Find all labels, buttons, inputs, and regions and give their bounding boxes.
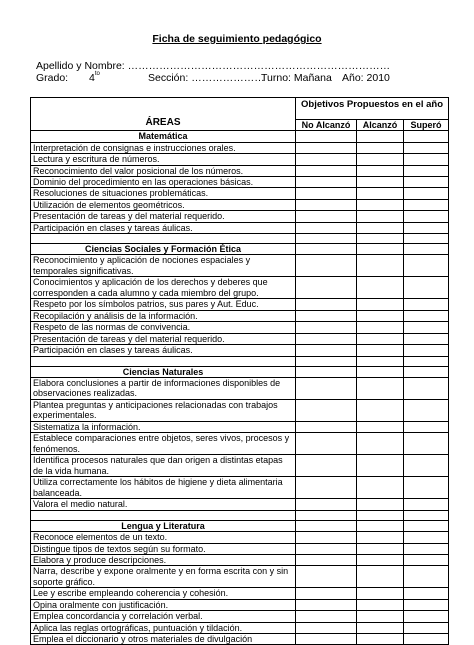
check-cell[interactable] <box>357 588 404 599</box>
objective-text: Distingue tipos de textos según su formato. <box>31 543 296 554</box>
check-cell[interactable] <box>296 499 357 510</box>
check-cell[interactable] <box>404 377 449 399</box>
check-cell[interactable] <box>404 299 449 310</box>
anio-field: Año: 2010 <box>342 72 390 84</box>
objective-text: Elabora y produce descripciones. <box>31 554 296 565</box>
table-row <box>31 599 449 610</box>
table-row <box>31 399 449 421</box>
table-row <box>31 377 449 399</box>
check-cell[interactable] <box>296 142 357 153</box>
objective-text: Participación en clases y tareas áulicas. <box>31 345 296 356</box>
check-cell[interactable] <box>357 566 404 588</box>
check-cell[interactable] <box>404 154 449 165</box>
check-cell[interactable] <box>404 142 449 153</box>
spacer-row <box>31 234 449 244</box>
objective-text: Emplea el diccionario y otros materiales de divulgación <box>31 633 296 644</box>
check-cell[interactable] <box>357 322 404 333</box>
check-cell[interactable] <box>296 322 357 333</box>
objectives-header: Objetivos Propuestos en el año <box>296 98 449 120</box>
objective-text: Utilización de elementos geométricos. <box>31 199 296 210</box>
objective-text: Conocimientos y aplicación de los derechos y deberes que corresponden a cada alumno y cada miembro del grupo. <box>31 277 296 299</box>
check-cell[interactable] <box>296 131 357 142</box>
table-row <box>31 299 449 310</box>
objective-text: Reconocimiento y aplicación de nociones espaciales y temporales significativas. <box>31 255 296 277</box>
check-cell[interactable] <box>296 333 357 344</box>
check-cell[interactable] <box>357 310 404 321</box>
check-cell[interactable] <box>357 520 404 531</box>
check-cell[interactable] <box>357 611 404 622</box>
objective-text: Aplica las reglas ortográficas, puntuación y tildación. <box>31 622 296 633</box>
check-cell[interactable] <box>404 165 449 176</box>
objective-text: Elabora conclusiones a partir de informaciones disponibles de observaciones realizadas. <box>31 377 296 399</box>
table-row <box>31 333 449 344</box>
table-row <box>31 554 449 565</box>
objective-text: Respeto por los símbolos patrios, sus pares y Aut. Educ. <box>31 299 296 310</box>
check-cell[interactable] <box>357 244 404 255</box>
check-cell[interactable] <box>296 299 357 310</box>
objective-text: Respeto de las normas de convivencia. <box>31 322 296 333</box>
check-cell[interactable] <box>404 199 449 210</box>
check-cell[interactable] <box>357 543 404 554</box>
objective-text: Identifica procesos naturales que dan origen a distintas etapas de la vida humana. <box>31 455 296 477</box>
check-cell[interactable] <box>296 199 357 210</box>
turno-field: Turno: Mañana <box>261 72 332 84</box>
objective-text: Resoluciones de situaciones problemáticas. <box>31 188 296 199</box>
column-header-no-alcanzo: No Alcanzó <box>296 120 357 131</box>
check-cell[interactable] <box>296 455 357 477</box>
check-cell[interactable] <box>404 322 449 333</box>
check-cell[interactable] <box>357 399 404 421</box>
check-cell[interactable] <box>357 633 404 644</box>
objective-text: Reconoce elementos de un texto. <box>31 532 296 543</box>
table-row <box>31 345 449 356</box>
objective-text: Interpretación de consignas e instrucciones orales. <box>31 142 296 153</box>
check-cell[interactable] <box>357 188 404 199</box>
table-row <box>31 277 449 299</box>
check-cell[interactable] <box>404 345 449 356</box>
table-row <box>31 255 449 277</box>
check-cell[interactable] <box>296 588 357 599</box>
check-cell[interactable] <box>357 277 404 299</box>
objective-text: Establece comparaciones entre objetos, seres vivos, procesos y fenómenos. <box>31 433 296 455</box>
grado-value: $4^{to}$ <box>89 71 100 84</box>
table-row <box>31 188 449 199</box>
table-row <box>31 588 449 599</box>
check-cell[interactable] <box>404 566 449 588</box>
table-row <box>31 310 449 321</box>
objective-text: Presentación de tareas y del material requerido. <box>31 211 296 222</box>
check-cell[interactable] <box>296 566 357 588</box>
section-title: Ciencias Naturales <box>31 366 296 377</box>
check-cell[interactable] <box>404 499 449 510</box>
check-cell[interactable] <box>357 222 404 233</box>
check-cell[interactable] <box>296 554 357 565</box>
student-name-line: Apellido y Nombre: ………………………………………………………………… <box>36 60 391 72</box>
grado-label: Grado: <box>36 72 69 84</box>
objective-text: Recopilación y análisis de la información. <box>31 310 296 321</box>
check-cell[interactable] <box>296 421 357 432</box>
check-cell[interactable] <box>404 244 449 255</box>
check-cell[interactable] <box>296 345 357 356</box>
check-cell[interactable] <box>357 211 404 222</box>
table-row <box>31 477 449 499</box>
section-row <box>31 244 449 255</box>
seccion-field: Sección: ………………… <box>148 72 265 84</box>
section-row <box>31 366 449 377</box>
check-cell[interactable] <box>357 345 404 356</box>
check-cell[interactable] <box>357 333 404 344</box>
spacer-row <box>31 356 449 366</box>
check-cell[interactable] <box>404 543 449 554</box>
table-row <box>31 633 449 644</box>
check-cell[interactable] <box>357 366 404 377</box>
check-cell[interactable] <box>404 633 449 644</box>
check-cell[interactable] <box>296 377 357 399</box>
check-cell[interactable] <box>357 199 404 210</box>
table-row <box>31 211 449 222</box>
check-cell[interactable] <box>404 588 449 599</box>
check-cell[interactable] <box>296 244 357 255</box>
check-cell[interactable] <box>296 165 357 176</box>
table-row <box>31 322 449 333</box>
check-cell[interactable] <box>404 433 449 455</box>
section-title: Ciencias Sociales y Formación Ética <box>31 244 296 255</box>
check-cell[interactable] <box>296 366 357 377</box>
check-cell[interactable] <box>296 255 357 277</box>
objective-text: Opina oralmente con justificación. <box>31 599 296 610</box>
section-title: Lengua y Literatura <box>31 520 296 531</box>
check-cell[interactable] <box>296 543 357 554</box>
table-row <box>31 611 449 622</box>
check-cell[interactable] <box>404 277 449 299</box>
check-cell[interactable] <box>357 299 404 310</box>
check-cell[interactable] <box>296 599 357 610</box>
objective-text: Reconocimiento del valor posicional de los números. <box>31 165 296 176</box>
check-cell[interactable] <box>404 611 449 622</box>
check-cell[interactable] <box>357 154 404 165</box>
check-cell[interactable] <box>404 477 449 499</box>
check-cell[interactable] <box>296 154 357 165</box>
check-cell[interactable] <box>404 333 449 344</box>
check-cell[interactable] <box>357 177 404 188</box>
check-cell[interactable] <box>357 255 404 277</box>
objective-text: Participación en clases y tareas áulicas. <box>31 222 296 233</box>
objective-text: Lectura y escritura de números. <box>31 154 296 165</box>
table-row <box>31 566 449 588</box>
check-cell[interactable] <box>296 222 357 233</box>
check-cell[interactable] <box>357 377 404 399</box>
check-cell[interactable] <box>404 188 449 199</box>
check-cell[interactable] <box>404 255 449 277</box>
grado-superscript: to <box>94 71 100 77</box>
document-title: Ficha de seguimiento pedagógico <box>152 33 322 45</box>
table-body <box>31 131 449 645</box>
check-cell[interactable] <box>296 310 357 321</box>
objective-text: Narra, describe y expone oralmente y en forma escrita con y sin soporte gráfico. <box>31 566 296 588</box>
check-cell[interactable] <box>296 520 357 531</box>
table-row <box>31 222 449 233</box>
objective-text: Sistematiza la información. <box>31 421 296 432</box>
check-cell[interactable] <box>357 477 404 499</box>
check-cell[interactable] <box>296 477 357 499</box>
check-cell[interactable] <box>357 554 404 565</box>
check-cell[interactable] <box>296 532 357 543</box>
check-cell[interactable] <box>357 142 404 153</box>
check-cell[interactable] <box>404 554 449 565</box>
table-row <box>31 142 449 153</box>
check-cell[interactable] <box>404 421 449 432</box>
table-row <box>31 421 449 432</box>
check-cell[interactable] <box>404 532 449 543</box>
objective-text: Presentación de tareas y del material requerido. <box>31 333 296 344</box>
check-cell[interactable] <box>404 399 449 421</box>
table-row <box>31 543 449 554</box>
check-cell[interactable] <box>404 131 449 142</box>
check-cell[interactable] <box>296 433 357 455</box>
section-title: Matemática <box>31 131 296 142</box>
section-row <box>31 131 449 142</box>
check-cell[interactable] <box>296 277 357 299</box>
check-cell[interactable] <box>357 532 404 543</box>
areas-header: ÁREAS <box>31 98 296 131</box>
check-cell[interactable] <box>357 499 404 510</box>
check-cell[interactable] <box>296 177 357 188</box>
section-row <box>31 520 449 531</box>
table-row <box>31 499 449 510</box>
check-cell[interactable] <box>404 310 449 321</box>
check-cell[interactable] <box>404 455 449 477</box>
table-row <box>31 154 449 165</box>
objective-text: Lee y escribe empleando coherencia y cohesión. <box>31 588 296 599</box>
check-cell[interactable] <box>357 599 404 610</box>
check-cell[interactable] <box>404 599 449 610</box>
objective-text: Dominio del procedimiento en las operaciones básicas. <box>31 177 296 188</box>
check-cell[interactable] <box>404 177 449 188</box>
table-row <box>31 455 449 477</box>
check-cell[interactable] <box>357 455 404 477</box>
check-cell[interactable] <box>296 211 357 222</box>
check-cell[interactable] <box>296 633 357 644</box>
table-row <box>31 532 449 543</box>
check-cell[interactable] <box>357 131 404 142</box>
objective-text: Utiliza correctamente los hábitos de higiene y dieta alimentaria balanceada. <box>31 477 296 499</box>
check-cell[interactable] <box>357 433 404 455</box>
table-row <box>31 177 449 188</box>
check-cell[interactable] <box>296 611 357 622</box>
check-cell[interactable] <box>357 421 404 432</box>
check-cell[interactable] <box>404 520 449 531</box>
column-header-supero: Superó <box>404 120 449 131</box>
check-cell[interactable] <box>357 165 404 176</box>
objective-text: Plantea preguntas y anticipaciones relacionadas con trabajos experimentales. <box>31 399 296 421</box>
check-cell[interactable] <box>404 222 449 233</box>
objective-text: Emplea concordancia y correlación verbal. <box>31 611 296 622</box>
check-cell[interactable] <box>404 366 449 377</box>
objectives-table <box>30 97 449 645</box>
column-header-alcanzo: Alcanzó <box>357 120 404 131</box>
objective-text: Valora el medio natural. <box>31 499 296 510</box>
table-row <box>31 433 449 455</box>
spacer-row <box>31 510 449 520</box>
table-row <box>31 199 449 210</box>
table-row <box>31 165 449 176</box>
check-cell[interactable] <box>296 188 357 199</box>
check-cell[interactable] <box>404 211 449 222</box>
check-cell[interactable] <box>296 399 357 421</box>
